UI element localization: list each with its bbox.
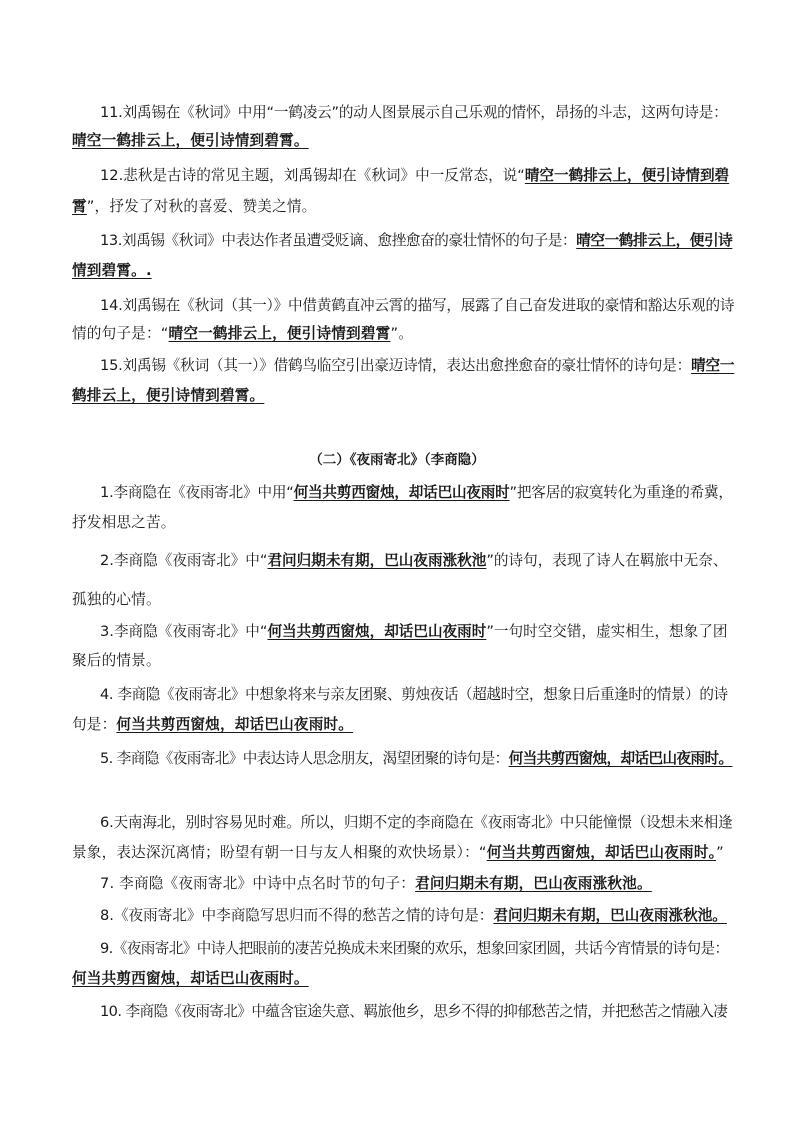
question-13 <box>100 231 732 251</box>
question-text: 抒发相思之苦。 <box>72 514 176 531</box>
question-text: 《夜雨寄北》中诗人把眼前的凄苦兑换成未来团聚的欢乐，想象回家团圆，共话今宵情景的诗句是： <box>112 940 729 957</box>
question-text: 李商隐《夜雨寄北》中表达诗人思念朋友，渴望团聚的诗句是： <box>116 750 509 767</box>
question-text: 悲秋是古诗的常见主题，刘禹锡却在《秋词》中一反常态，说“ <box>123 167 525 184</box>
question-text: 刘禹锡《秋词（其一）》借鹤鸟临空引出豪迈诗情，表达出愈挫愈奋的豪壮情怀的诗句是： <box>122 357 692 374</box>
answer-text: 晴空一鹤排云上，便引诗 <box>576 232 733 249</box>
answer-text: 何当共剪西窗烛，却话巴山夜雨时。 <box>486 844 717 861</box>
answer-text: 君问归期未有期，巴山夜雨涨秋池 <box>267 552 487 569</box>
question-number: 6. <box>100 814 114 831</box>
question-13-line-2 <box>72 261 152 281</box>
question-number: 5. <box>100 750 117 767</box>
s2-question-2-line-2 <box>72 590 161 610</box>
s2-question-3-line-2 <box>72 651 161 671</box>
section-heading: （二）《夜雨寄北》（李商隐） <box>309 452 485 468</box>
answer-text: 晴空一鹤排云上，便引诗情到碧 <box>524 167 730 184</box>
s2-question-6 <box>100 813 732 833</box>
question-12-line-2 <box>72 197 316 217</box>
answer-text: 何当共剪西窗烛，却话巴山夜雨时。 <box>116 716 354 733</box>
question-text: 天南海北，别时容易见时难。所以，归期不定的李商隐在《夜雨寄北》中只能憧憬（设想未来相逢 <box>113 814 733 831</box>
question-text: 句是： <box>72 716 117 733</box>
question-12 <box>100 166 729 186</box>
question-11-answer-line <box>72 131 309 151</box>
question-text: 李商隐《夜雨寄北》中“ <box>113 552 268 569</box>
question-number: 4. <box>100 686 118 703</box>
question-text: 刘禹锡在《秋词》中用“一鹤凌云”的动人图景展示自己乐观的情怀，昂扬的斗志，这两句诗是： <box>122 104 728 121</box>
s2-question-3 <box>100 622 727 642</box>
question-text: 孤独的心情。 <box>72 591 161 608</box>
question-number: 11. <box>100 104 123 121</box>
question-text: 刘禹锡《秋词》中表达作者虽遭受贬谪、愈挫愈奋的豪壮情怀的句子是： <box>122 232 577 249</box>
question-number: 12. <box>100 167 124 184</box>
s2-question-6-line-2 <box>72 843 724 863</box>
question-14 <box>100 296 734 316</box>
question-text: 李商隐在《夜雨寄北》中用“ <box>113 484 294 501</box>
question-number: 15. <box>100 357 123 374</box>
question-number: 14. <box>100 297 123 314</box>
s2-question-8 <box>100 906 727 926</box>
question-number: 9. <box>100 940 113 957</box>
question-text: 聚后的情景。 <box>72 652 161 669</box>
question-text: 李商隐《夜雨寄北》中蕴含宦途失意、羁旅他乡，思乡不得的抑郁愁苦之情，并把愁苦之情融入凄 <box>125 1003 728 1020</box>
s2-question-10 <box>100 1002 727 1022</box>
question-15-line-2 <box>72 386 264 406</box>
question-number: 2. <box>100 552 114 569</box>
answer-text: 晴空一 <box>691 357 735 374</box>
s2-question-9 <box>100 939 728 959</box>
question-text: 情的句子是：“ <box>72 325 169 342</box>
answer-text: 何当共剪西窗烛，却话巴山夜雨时。 <box>72 970 309 987</box>
s2-question-2 <box>100 551 727 571</box>
question-text: 李商隐《夜雨寄北》中想象将来与亲友团聚、剪烛夜话（超越时空，想象日后重逢时的情景）的诗 <box>117 686 728 703</box>
answer-text: 何当共剪西窗烛，却话巴山夜雨时。 <box>508 750 733 767</box>
question-text: 李商隐《夜雨寄北》中诗中点名时节的句子： <box>119 875 416 892</box>
question-number: 13. <box>100 232 123 249</box>
question-text: ”。 <box>390 325 414 342</box>
s2-question-4 <box>100 685 728 705</box>
question-text: ”一句时空交错，虚实相生，想象了团 <box>486 623 728 640</box>
answer-text: 晴空一鹤排云上，便引诗情到碧霄 <box>168 325 391 342</box>
answer-text: 晴空一鹤排云上，便引诗情到碧霄。 <box>72 132 309 149</box>
question-text: 李商隐《夜雨寄北》中“ <box>113 623 268 640</box>
answer-text: 何当共剪西窗烛，却话巴山夜雨时 <box>293 484 510 501</box>
answer-text: 何当共剪西窗烛，却话巴山夜雨时 <box>267 623 487 640</box>
question-number: 8. <box>100 907 114 924</box>
answer-text: 君问归期未有期，巴山夜雨涨秋池。 <box>493 907 727 924</box>
question-text: 刘禹锡在《秋词（其一）》中借黄鹤直冲云霄的描写，展露了自己奋发进取的豪情和豁达乐观的诗 <box>122 297 735 314</box>
s2-question-5 <box>100 749 733 769</box>
question-text: 《夜雨寄北》中李商隐写思归而不得的愁苦之情的诗句是： <box>113 907 494 924</box>
question-number: 1. <box>100 484 114 501</box>
question-number: 10. <box>100 1003 126 1020</box>
question-11 <box>100 103 727 123</box>
question-text: ”，抒发了对秋的喜爱、赞美之情。 <box>86 198 317 215</box>
question-14-line-2 <box>72 324 413 344</box>
s2-question-1-line-2 <box>72 513 176 533</box>
s2-question-1 <box>100 483 733 503</box>
s2-question-4-line-2 <box>72 715 353 735</box>
question-text: 景象，表达深沉离情；盼望有朝一日与友人相聚的欢快场景）：“ <box>72 844 487 861</box>
answer-text: 鹤排云上，便引诗情到碧霄。 <box>72 387 265 404</box>
question-number: 7. <box>100 875 120 892</box>
question-text: ”的诗句，表现了诗人在羁旅中无奈、 <box>486 552 728 569</box>
s2-question-9-line-2 <box>72 969 309 989</box>
s2-question-7 <box>100 874 652 894</box>
question-number: 3. <box>100 623 114 640</box>
question-text: ” <box>716 844 724 861</box>
question-15 <box>100 356 734 376</box>
answer-text: 君问归期未有期，巴山夜雨涨秋池。 <box>415 875 652 892</box>
answer-text: 霄 <box>72 198 87 215</box>
answer-text: 情到碧霄。. <box>72 262 152 279</box>
question-text: ”把客居的寂寞转化为重逢的希冀， <box>509 484 733 501</box>
